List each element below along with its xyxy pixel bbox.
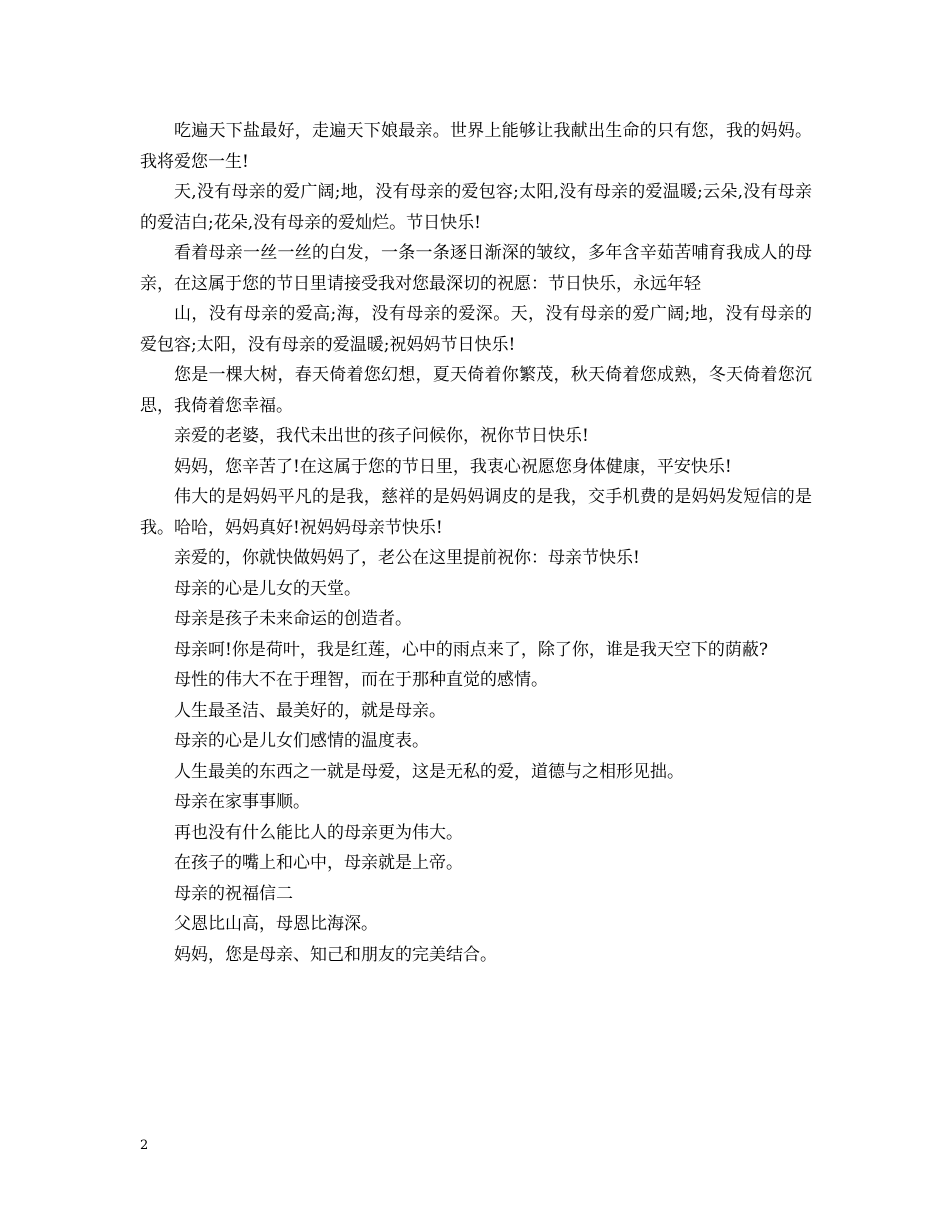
paragraph: 母亲在家事事顺。: [174, 792, 310, 812]
paragraph: 人生最圣洁、最美好的，就是母亲。: [174, 700, 446, 721]
paragraph: 亲爱的老婆，我代未出世的孩子问候你，祝你节日快乐!: [174, 426, 589, 446]
paragraph: 再也没有什么能比人的母亲更为伟大。: [174, 822, 463, 843]
paragraph: 吃遍天下盐最好，走遍天下娘最亲。世界上能够让我献出生命的只有您，我的妈妈。我将爱您一生!: [140, 121, 812, 172]
page-number: 2: [140, 1138, 149, 1153]
document-body: [140, 116, 812, 970]
paragraph: 天,没有母亲的爱广阔;地，没有母亲的爱包容;太阳,没有母亲的爱温暖;云朵,没有母亲的爱洁白;花朵,没有母亲的爱灿烂。节日快乐!: [140, 182, 812, 233]
paragraph: 山，没有母亲的爱高;海，没有母亲的爱深。天，没有母亲的爱广阔;地，没有母亲的爱包容;太阳，没有母亲的爱温暖;祝妈妈节日快乐!: [140, 304, 812, 355]
paragraph: 看着母亲一丝一丝的白发，一条一条逐日渐深的皱纹，多年含辛茹苦哺育我成人的母亲，在这属于您的节日里请接受我对您最深切的祝愿：节日快乐，永远年轻: [140, 243, 812, 294]
paragraph: 亲爱的，你就快做妈妈了，老公在这里提前祝你：母亲节快乐!: [174, 548, 640, 568]
paragraph: 父恩比山高，母恩比海深。: [174, 914, 378, 934]
paragraph: 您是一棵大树，春天倚着您幻想，夏天倚着你繁茂，秋天倚着您成熟，冬天倚着您沉思，我倚着您幸福。: [140, 365, 812, 416]
paragraph: 伟大的是妈妈平凡的是我，慈祥的是妈妈调皮的是我，交手机费的是妈妈发短信的是我。哈哈，妈妈真好!祝妈妈母亲节快乐!: [140, 487, 812, 538]
paragraph: 母性的伟大不在于理智，而在于那种直觉的感情。: [174, 670, 548, 690]
paragraph: 妈妈，您辛苦了!在这属于您的节日里，我衷心祝愿您身体健康，平安快乐!: [174, 456, 732, 477]
paragraph: 母亲的心是儿女们感情的温度表。: [174, 731, 429, 751]
paragraph: 人生最美的东西之一就是母爱，这是无私的爱，道德与之相形见拙。: [174, 761, 684, 782]
section-heading: 母亲的祝福信二: [174, 883, 293, 904]
paragraph: 妈妈，您是母亲、知己和朋友的完美结合。: [174, 944, 497, 965]
paragraph: 母亲呵!你是荷叶，我是红莲，心中的雨点来了，除了你，谁是我天空下的荫蔽?: [174, 639, 768, 660]
paragraph: 母亲的心是儿女的天堂。: [174, 578, 361, 599]
paragraph: 母亲是孩子未来命运的创造者。: [174, 609, 412, 629]
paragraph: 在孩子的嘴上和心中，母亲就是上帝。: [174, 853, 463, 873]
